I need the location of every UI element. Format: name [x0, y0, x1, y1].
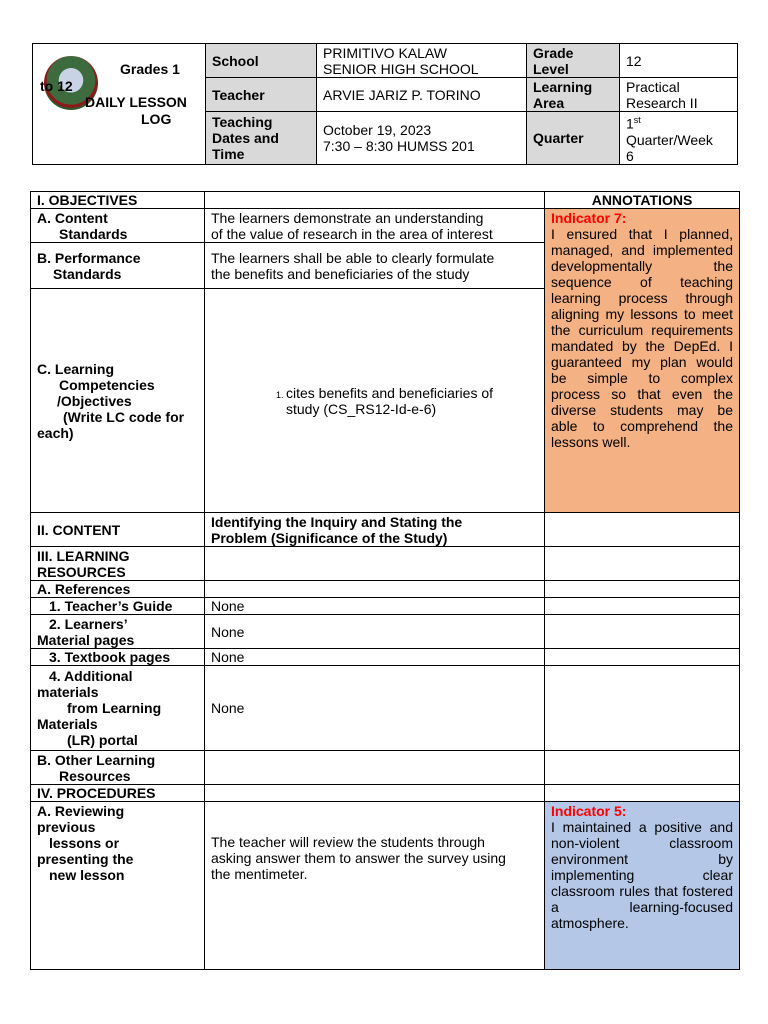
teacher-value: ARVIE JARIZ P. TORINO [317, 78, 527, 112]
teachers-guide-value: None [205, 598, 545, 615]
grade-level-label: Grade Level [527, 44, 620, 78]
textbook-pages-value: None [205, 649, 545, 666]
lr-l1: III. LEARNING [37, 547, 130, 564]
teacher-label: Teacher [206, 78, 317, 112]
tb-label-text: 3. Textbook pages [49, 649, 171, 665]
or-l2: Resources [59, 767, 131, 784]
am-l5: (LR) portal [67, 732, 138, 748]
learning-area-value: Practical Research II [620, 78, 738, 112]
dates-value: October 19, 2023 7:30 – 8:30 HUMSS 201 [317, 112, 527, 165]
procedures-ann-empty [545, 785, 740, 802]
annotations-heading: ANNOTATIONS [545, 192, 740, 209]
or-ann-empty [545, 751, 740, 785]
performance-standards-value: The learners shall be able to clearly formulate the benefits and beneficiaries of the study [205, 243, 545, 289]
rv-l5: new lesson [49, 867, 125, 883]
learning-resources-label [31, 547, 205, 581]
lc-l1: C. Learning [37, 360, 115, 377]
references-ann-empty [545, 581, 740, 598]
lr-empty [205, 547, 545, 581]
learners-material-value: None [205, 615, 545, 649]
lc-list [211, 385, 538, 417]
lesson-log-table [30, 191, 740, 970]
school-value: PRIMITIVO KALAW SENIOR HIGH SCHOOL [317, 44, 527, 78]
dll-title-2: LOG [141, 111, 172, 127]
am-l2: materials [37, 684, 99, 700]
tg-label-text: 1. Teacher’s Guide [49, 598, 173, 614]
tb-ann-empty [545, 649, 740, 666]
tg-ann-empty [545, 598, 740, 615]
quarter-sup: st [633, 115, 641, 125]
additional-materials-label [31, 666, 205, 751]
am-l1: 4. Additional [49, 668, 133, 684]
other-resources-label [31, 751, 205, 785]
quarter-num: 1 [626, 115, 634, 132]
grades-range-label-2: to 12 [40, 78, 73, 94]
references-empty [205, 581, 545, 598]
indicator-5-text: I maintained a positive and non-violent classroom environment by implementing clear classroom rules that fostered a learning-focused atmosphere. [551, 819, 733, 931]
content-std-l2: Standards [59, 225, 128, 242]
lc-item: 1. cites benefits and beneficiaries of study (CS_RS12-Id-e-6) [286, 385, 538, 417]
lr-l2: RESOURCES [37, 563, 126, 580]
content-std-l1: A. Content [37, 209, 108, 226]
content-standards-label [31, 209, 205, 243]
am-l4: Materials [37, 716, 98, 732]
perf-std-l2: Standards [53, 265, 122, 282]
indicator-5-title: Indicator 5: [551, 803, 627, 819]
lm-l1: 2. Learners’ [49, 615, 128, 632]
or-l1: B. Other Learning [37, 751, 156, 768]
content-label: II. CONTENT [31, 513, 205, 547]
quarter-rest: Quarter/Week 6 [626, 131, 713, 164]
other-resources-empty [205, 751, 545, 785]
objectives-empty [205, 192, 545, 209]
procedures-heading: IV. PROCEDURES [31, 785, 205, 802]
lm-ann-empty [545, 615, 740, 649]
quarter-value [620, 112, 738, 165]
learning-competencies-label [31, 289, 205, 513]
reviewing-lesson-label [31, 802, 205, 970]
am-l3: from Learning [67, 700, 162, 716]
dates-label: Teaching Dates and Time [206, 112, 317, 165]
perf-std-l1: B. Performance [37, 249, 141, 266]
content-value: Identifying the Inquiry and Stating the Problem (Significance of the Study) [205, 513, 545, 547]
dll-title-1: DAILY LESSON [85, 94, 187, 110]
content-standards-value: The learners demonstrate an understanding of the value of research in the area of interest [205, 209, 545, 243]
am-ann-empty [545, 666, 740, 751]
lr-ann-empty [545, 547, 740, 581]
objectives-heading: I. OBJECTIVES [31, 192, 205, 209]
indicator-7-text: I ensured that I planned, managed, and implemented developmentally the sequence of teaching learning process through aligning my lessons to meet the curriculum requirements mandated by the DepEd. I guaranteed my plan would be simple to complex process so that even the diverse students may be able to comprehend the lessons well. [551, 226, 733, 450]
learning-competencies-value [205, 289, 545, 513]
references-label: A. References [31, 581, 205, 598]
quarter-label: Quarter [527, 112, 620, 165]
lc-l2: Competencies [59, 376, 155, 393]
learning-area-label: Learning Area [527, 78, 620, 112]
grades-range-label: Grades 1 [120, 61, 180, 77]
textbook-pages-label [31, 649, 205, 666]
lm-l2: Material pages [37, 631, 135, 648]
lc-l5: each) [37, 424, 74, 441]
school-label: School [206, 44, 317, 78]
additional-materials-value: None [205, 666, 545, 751]
reviewing-lesson-value: The teacher will review the students through asking answer them to answer the survey using the mentimeter. [205, 802, 545, 970]
indicator-7-title: Indicator 7: [551, 210, 627, 226]
rv-l1: A. Reviewing [37, 803, 125, 819]
procedures-empty [205, 785, 545, 802]
content-annotation-empty [545, 513, 740, 547]
teachers-guide-label [31, 598, 205, 615]
indicator-5-annotation [545, 802, 740, 970]
rv-l4: presenting the [37, 851, 134, 867]
indicator-7-annotation [545, 209, 740, 513]
lc-l3: /Objectives [57, 392, 132, 409]
performance-standards-label [31, 243, 205, 289]
lc-l4: (Write LC code for [63, 408, 185, 425]
grade-level-value: 12 [620, 44, 738, 78]
rv-l2: previous [37, 819, 96, 835]
rv-l3: lessons or [49, 835, 120, 851]
learners-material-label [31, 615, 205, 649]
